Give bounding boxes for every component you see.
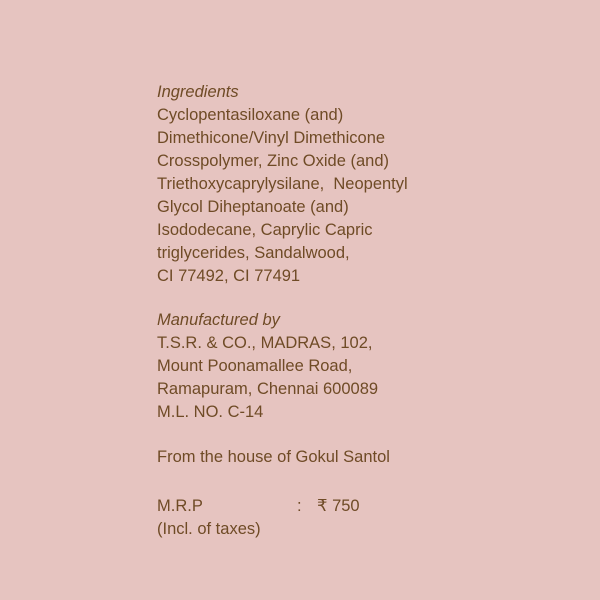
ingredients-section <box>157 81 577 288</box>
mrp-separator: : <box>297 497 302 515</box>
ingredients-line: CI 77492, CI 77491 <box>157 267 301 285</box>
house-text: From the house of Gokul Santol <box>157 448 390 466</box>
ingredients-line: Cyclopentasiloxane (and) <box>157 106 344 124</box>
manufacturer-line: T.S.R. & CO., MADRAS, 102, <box>157 334 373 352</box>
ingredients-line: Crosspolymer, Zinc Oxide (and) <box>157 152 389 170</box>
ingredients-line: triglycerides, Sandalwood, <box>157 244 350 262</box>
manufacturer-section <box>157 309 577 424</box>
ingredients-heading: Ingredients <box>157 83 239 101</box>
mrp-label: M.R.P <box>157 497 203 515</box>
price-section <box>157 495 577 541</box>
manufacturer-heading: Manufactured by <box>157 311 280 329</box>
ingredients-line: Triethoxycaprylysilane, Neopentyl <box>157 175 408 193</box>
manufacturer-line: M.L. NO. C-14 <box>157 403 264 421</box>
ingredients-line: Glycol Diheptanoate (and) <box>157 198 349 216</box>
product-label-text <box>157 81 577 541</box>
mrp-row <box>157 495 577 518</box>
mrp-value: ₹ 750 <box>317 497 360 515</box>
tax-note: (Incl. of taxes) <box>157 520 261 538</box>
house-section <box>157 446 577 469</box>
ingredients-line: Dimethicone/Vinyl Dimethicone <box>157 129 386 147</box>
ingredients-line: Isododecane, Caprylic Capric <box>157 221 373 239</box>
manufacturer-line: Mount Poonamallee Road, <box>157 357 353 375</box>
manufacturer-line: Ramapuram, Chennai 600089 <box>157 380 379 398</box>
